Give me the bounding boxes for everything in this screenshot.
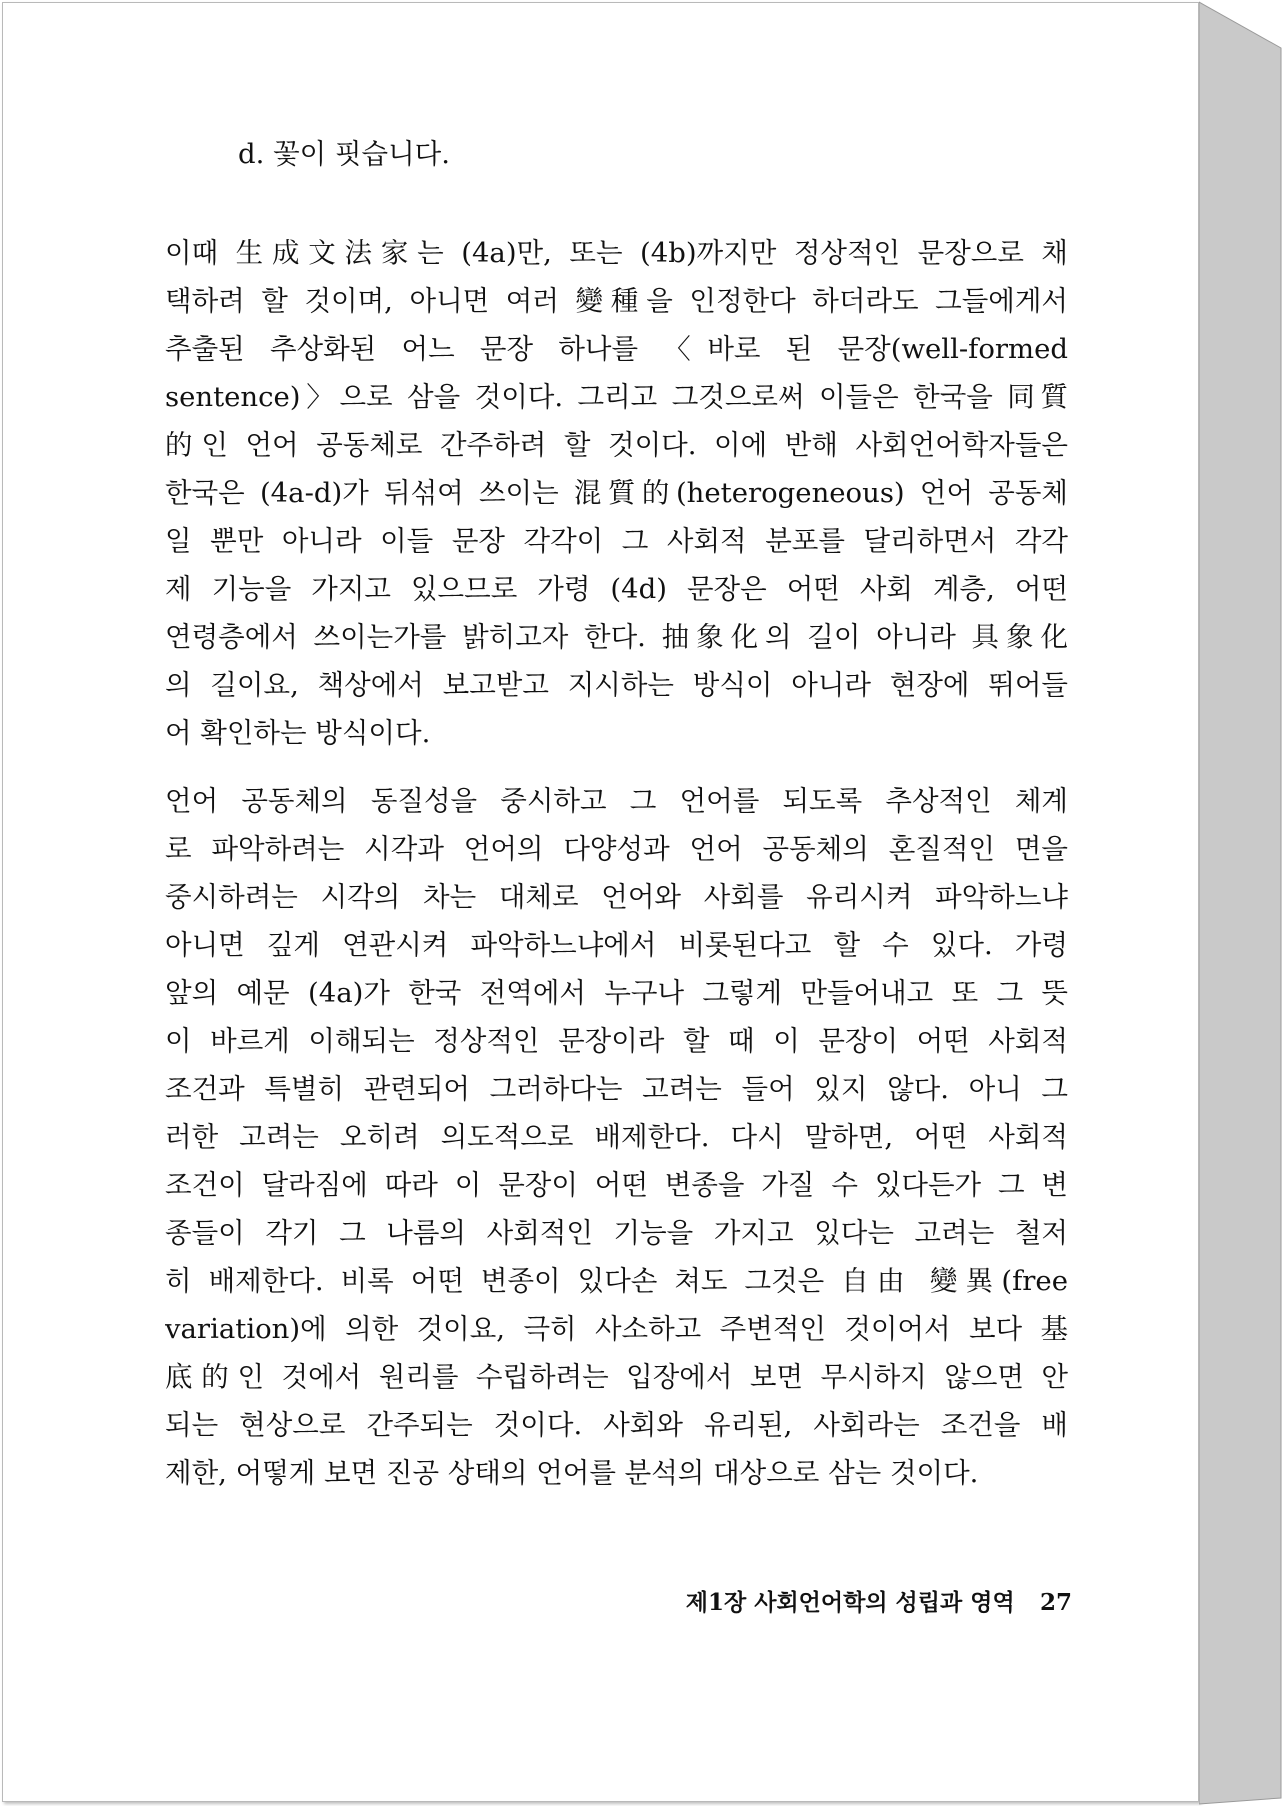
- text-line: 히 배제한다. 비록 어떤 변종이 있다손 쳐도 그것은 自由 變異(free: [165, 1265, 1068, 1297]
- text-line: 종들이 각기 그 나름의 사회적인 기능을 가지고 있다는 고려는 철저: [165, 1217, 1068, 1249]
- text-line: 일 뿐만 아니라 이들 문장 각각이 그 사회적 분포를 달리하면서 각각: [165, 525, 1068, 557]
- text-line: 조건과 특별히 관련되어 그러하다는 고려는 들어 있지 않다. 아니 그: [165, 1073, 1068, 1105]
- chapter-title: 제1장 사회언어학의 성립과 영역: [685, 1589, 1015, 1616]
- text-line: 중시하려는 시각의 차는 대체로 언어와 사회를 유리시켜 파악하느냐: [165, 881, 1068, 913]
- text-line: 底的인 것에서 원리를 수립하려는 입장에서 보면 무시하지 않으면 안: [165, 1361, 1068, 1393]
- text-line: 택하려 할 것이며, 아니면 여러 變種을 인정한다 하더라도 그들에게서: [165, 285, 1068, 317]
- text-line: 제한, 어떻게 보면 진공 상태의 언어를 분석의 대상으로 삼는 것이다.: [165, 1457, 979, 1489]
- text-line: 추출된 추상화된 어느 문장 하나를 〈바로 된 문장(well-formed: [165, 333, 1068, 365]
- text-line: 조건이 달라짐에 따라 이 문장이 어떤 변종을 가질 수 있다든가 그 변: [165, 1169, 1068, 1201]
- text-line: 연령층에서 쓰이는가를 밝히고자 한다. 抽象化의 길이 아니라 具象化: [165, 621, 1068, 653]
- text-line: 的인 언어 공동체로 간주하려 할 것이다. 이에 반해 사회언어학자들은: [165, 429, 1068, 461]
- text-line: 앞의 예문 (4a)가 한국 전역에서 누구나 그렇게 만들어내고 또 그 뜻: [165, 977, 1068, 1009]
- text-line: 어 확인하는 방식이다.: [165, 717, 431, 749]
- text-line: 의 길이요, 책상에서 보고받고 지시하는 방식이 아니라 현장에 뛰어들: [165, 669, 1068, 701]
- text-line: 아니면 깊게 연관시켜 파악하느냐에서 비롯된다고 할 수 있다. 가령: [165, 929, 1068, 961]
- text-line: 되는 현상으로 간주되는 것이다. 사회와 유리된, 사회라는 조건을 배: [165, 1409, 1068, 1441]
- text-line: 제 기능을 가지고 있으므로 가령 (4d) 문장은 어떤 사회 계층, 어떤: [165, 573, 1068, 605]
- text-line: 이때 生成文法家는 (4a)만, 또는 (4b)까지만 정상적인 문장으로 채: [165, 237, 1068, 269]
- text-line: 로 파악하려는 시각과 언어의 다양성과 언어 공동체의 혼질적인 면을: [165, 833, 1068, 865]
- page-number: 27: [1039, 1589, 1072, 1616]
- text-line: 언어 공동체의 동질성을 중시하고 그 언어를 되도록 추상적인 체계: [165, 785, 1068, 817]
- paragraph-1: [165, 229, 1068, 757]
- text-line: sentence)〉으로 삼을 것이다. 그리고 그것으로써 이들은 한국을 同質: [165, 381, 1068, 413]
- example-line-d: d. 꽃이 핏습니다.: [238, 138, 450, 170]
- text-line: 한국은 (4a-d)가 뒤섞여 쓰이는 混質的(heterogeneous) 언어 공동체: [165, 477, 1068, 509]
- text-line: 이 바르게 이해되는 정상적인 문장이라 할 때 이 문장이 어떤 사회적: [165, 1025, 1068, 1057]
- text-line: variation)에 의한 것이요, 극히 사소하고 주변적인 것이어서 보다 基: [165, 1313, 1068, 1345]
- text-line: 러한 고려는 오히려 의도적으로 배제한다. 다시 말하면, 어떤 사회적: [165, 1121, 1068, 1153]
- paragraph-2: [165, 777, 1068, 1497]
- running-footer: [612, 1584, 1072, 1617]
